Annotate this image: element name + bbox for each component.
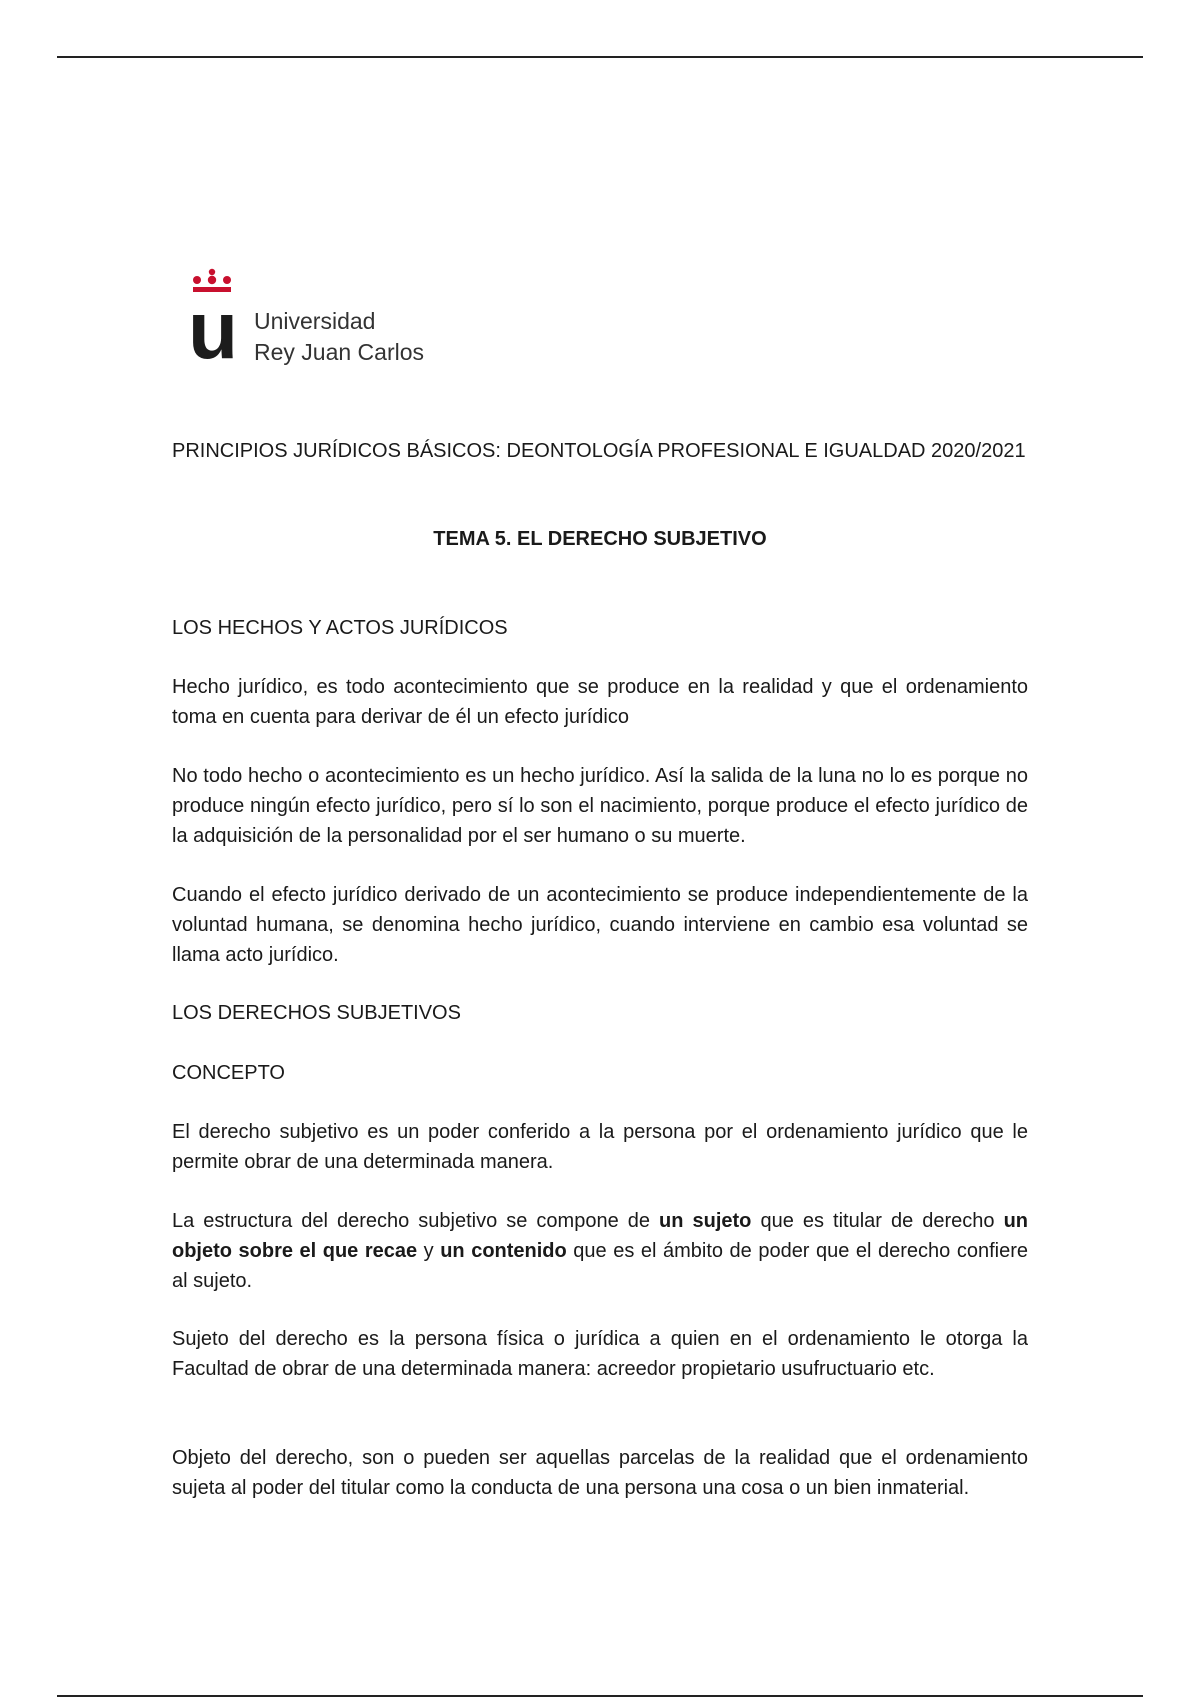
estructura-bold-objeto: un objeto sobre el que recae — [172, 1210, 1028, 1262]
estructura-text-4: que es el ámbito de poder que el derecho confiere al sujeto. — [172, 1240, 1028, 1292]
paragraph-sujeto: Sujeto del derecho es la persona física o jurídica a quien en el ordenamiento le otorga la Facultad de obrar de una determinada manera: acreedor propietario usufructuario etc. — [172, 1328, 1028, 1380]
estructura-text-1: La estructura del derecho subjetivo se compone de — [172, 1210, 660, 1232]
top-rule — [57, 56, 1143, 58]
paragraph-estructura — [172, 1206, 1028, 1296]
course-title: PRINCIPIOS JURÍDICOS BÁSICOS: DEONTOLOGÍA PROFESIONAL E IGUALDAD 2020/2021 — [172, 440, 1026, 462]
estructura-bold-sujeto: un sujeto — [659, 1210, 752, 1232]
estructura-text-2: que es titular de derecho — [751, 1210, 1004, 1232]
paragraph-objeto: Objeto del derecho, son o pueden ser aquellas parcelas de la realidad que el ordenamiento sujeta al poder del titular como la conducta de una persona una cosa o un bien inmaterial. — [172, 1447, 1028, 1499]
logo-university-name — [254, 306, 424, 368]
estructura-bold-contenido: un contenido — [440, 1240, 567, 1262]
section-heading-hechos: LOS HECHOS Y ACTOS JURÍDICOS — [172, 617, 508, 639]
paragraph-derecho-subjetivo: El derecho subjetivo es un poder conferido a la persona por el ordenamiento jurídico que le permite obrar de una determinada manera. — [172, 1121, 1028, 1173]
paragraph-no-todo-hecho: No todo hecho o acontecimiento es un hecho jurídico. Así la salida de la luna no lo es porque no produce ningún efecto jurídico, pero sí lo son el nacimiento, porque produce el efecto jurídico de la adquisición de la personalidad por el ser humano o su muerte. — [172, 765, 1028, 847]
university-logo — [183, 262, 443, 376]
paragraph-hecho-juridico: Hecho jurídico, es todo acontecimiento que se produce en la realidad y que el ordenamiento toma en cuenta para derivar de él un efecto jurídico — [172, 676, 1028, 728]
logo-u-glyph: u — [188, 285, 239, 376]
estructura-text-3: y — [417, 1240, 441, 1262]
logo-line-2: Rey Juan Carlos — [254, 339, 425, 365]
paragraph-efecto-juridico: Cuando el efecto jurídico derivado de un acontecimiento se produce independientemente de la voluntad humana, se denomina hecho jurídico, cuando interviene en cambio esa voluntad se llama acto jurídico. — [172, 884, 1028, 966]
section-heading-derechos: LOS DERECHOS SUBJETIVOS — [172, 1002, 461, 1024]
logo-line-1: Universidad — [254, 308, 376, 334]
tema-title: TEMA 5. EL DERECHO SUBJETIVO — [433, 528, 767, 550]
subheading-concepto: CONCEPTO — [172, 1062, 285, 1084]
bottom-rule — [57, 1695, 1143, 1697]
